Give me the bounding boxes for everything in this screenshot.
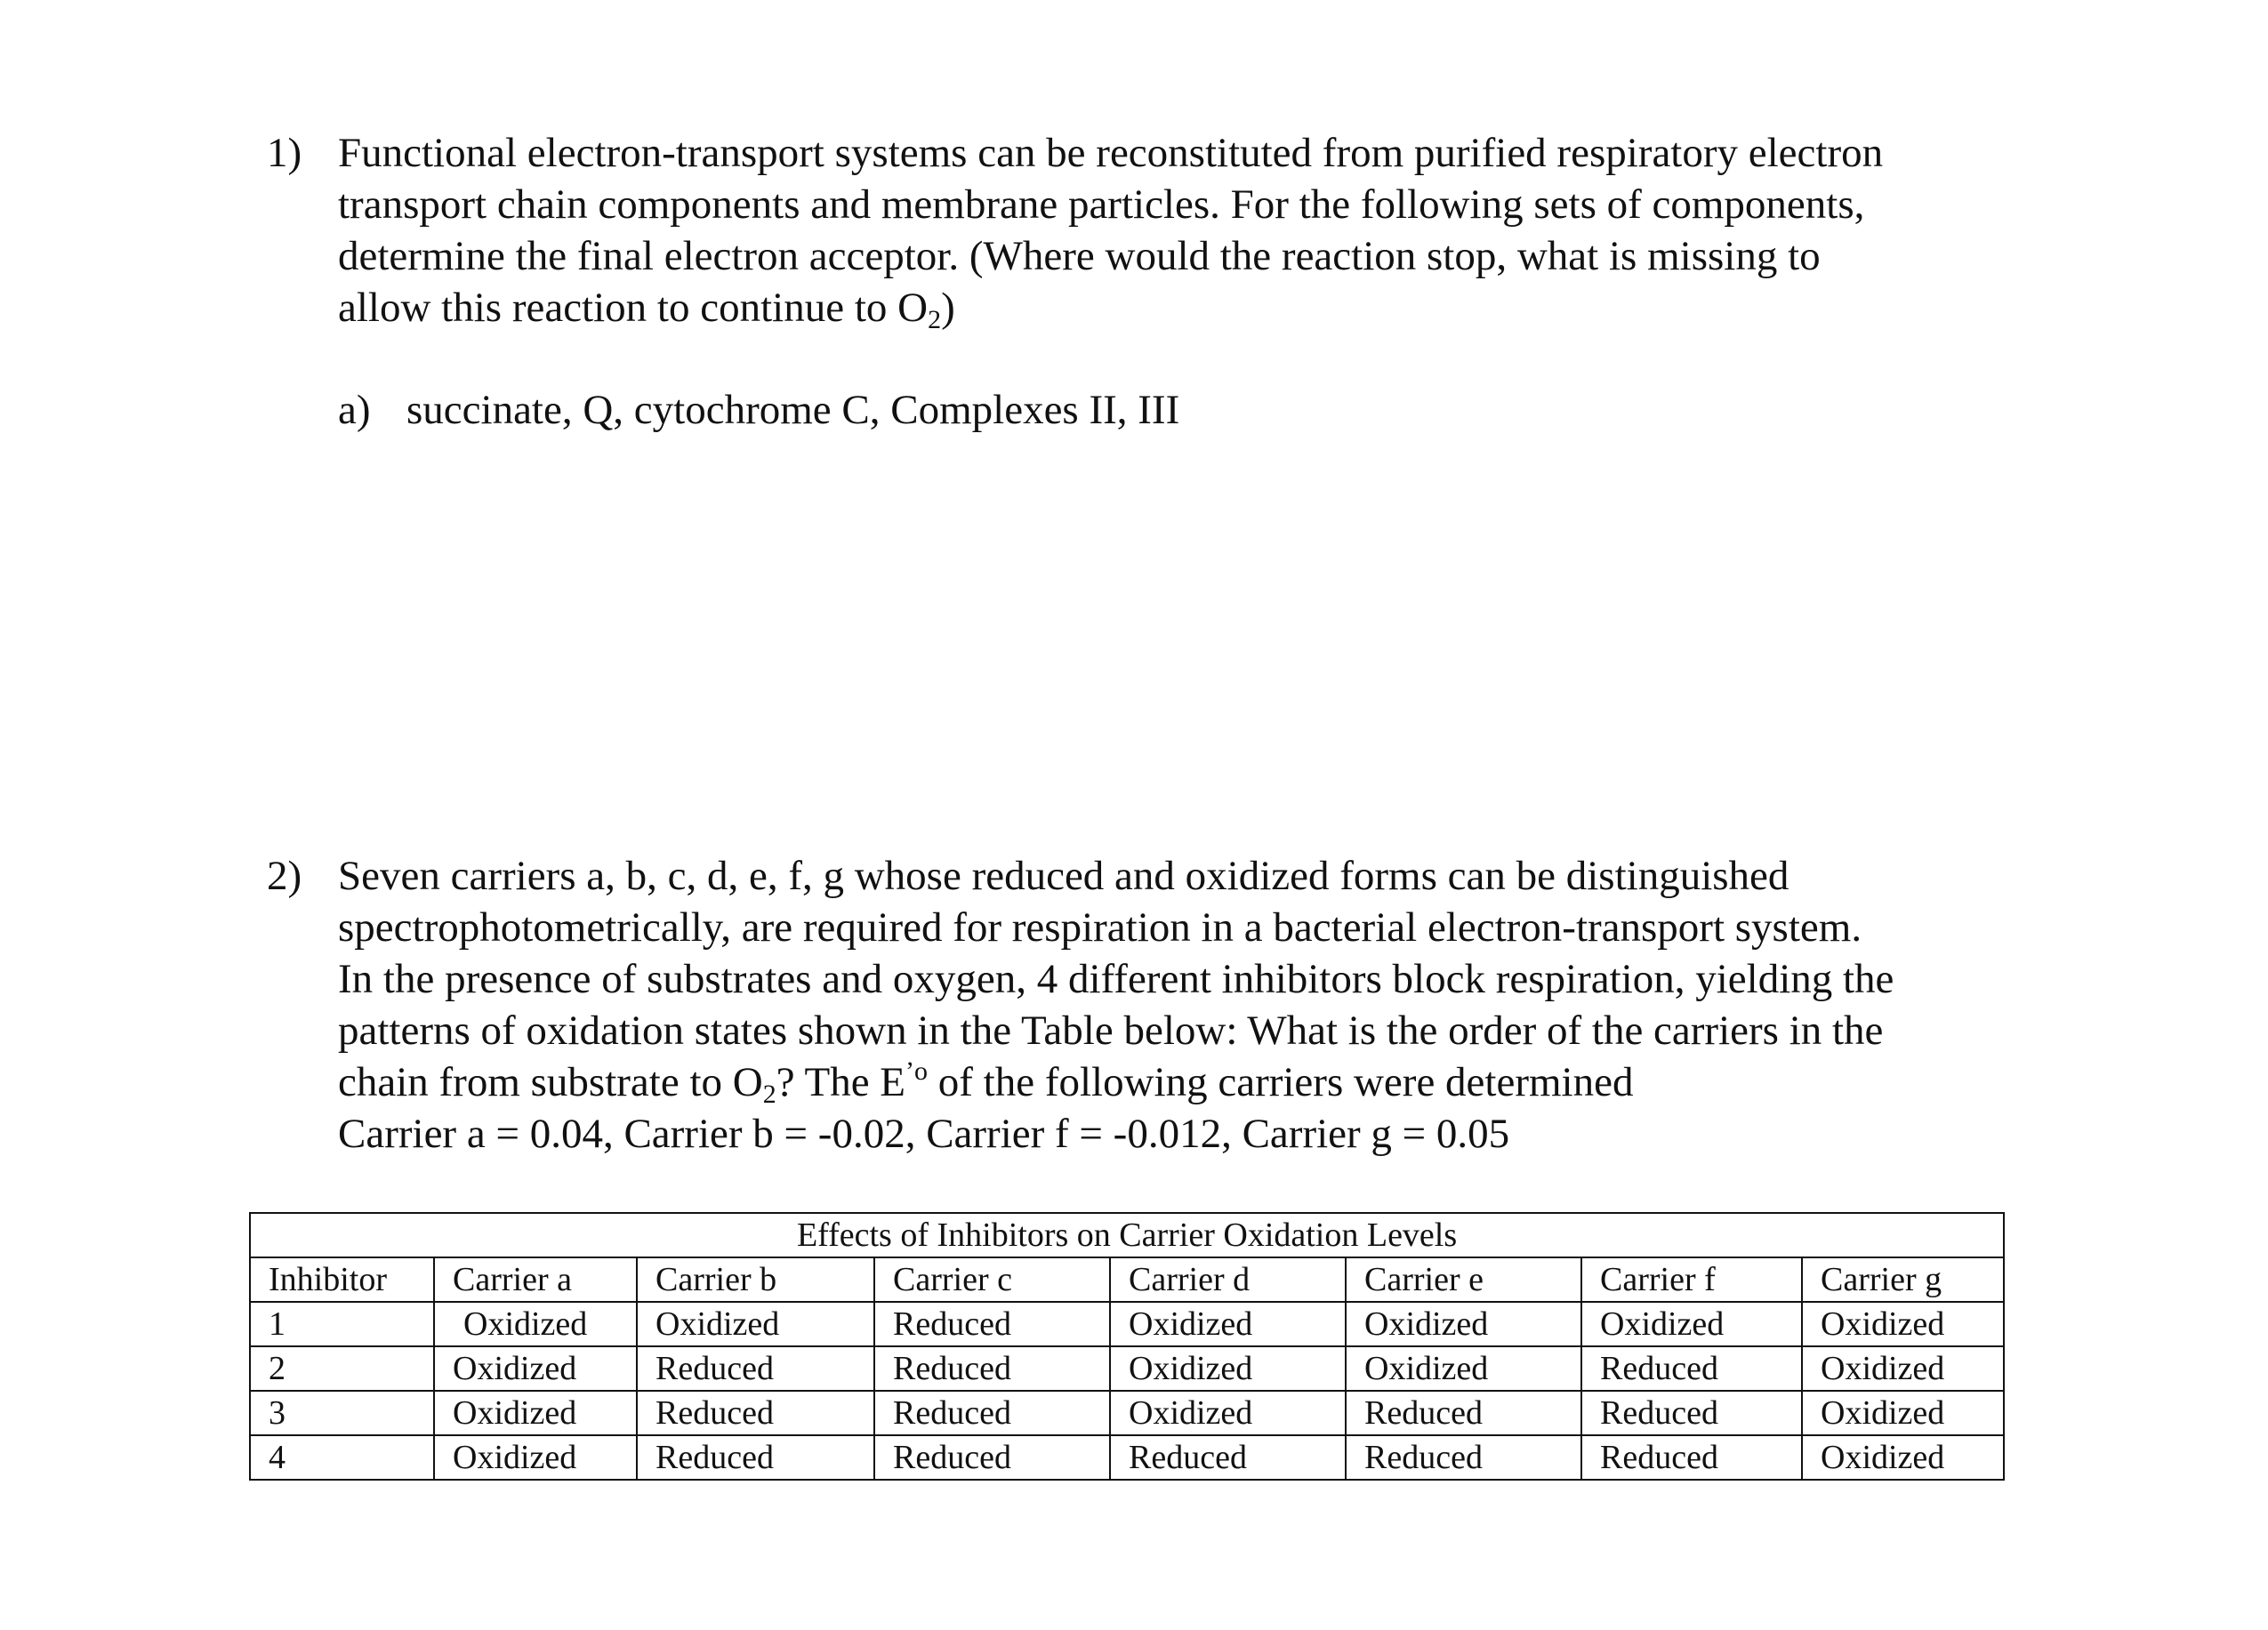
table-cell: Oxidized <box>1110 1346 1346 1391</box>
table-row <box>250 1302 2004 1346</box>
header-carrier-f: Carrier f <box>1581 1257 1802 1302</box>
table-row <box>250 1346 2004 1391</box>
o2-subscript: 2 <box>762 1080 776 1109</box>
question-2-line-6: Carrier a = 0.04, Carrier b = -0.02, Carrier f = -0.012, Carrier g = 0.05 <box>338 1111 1510 1157</box>
table-cell: Oxidized <box>1110 1302 1346 1346</box>
question-1-line-1: Functional electron-transport systems can be reconstituted from purified respiratory electron <box>338 130 1884 176</box>
table-cell: Reduced <box>1346 1435 1581 1480</box>
table-cell: Reduced <box>1346 1391 1581 1435</box>
question-2-text <box>338 850 2028 1160</box>
table-row <box>250 1435 2004 1480</box>
table-header-row <box>250 1257 2004 1302</box>
table-row <box>250 1391 2004 1435</box>
table-cell: Reduced <box>1581 1391 1802 1435</box>
table-cell: Reduced <box>1581 1346 1802 1391</box>
header-carrier-g: Carrier g <box>1802 1257 2004 1302</box>
header-carrier-b: Carrier b <box>637 1257 874 1302</box>
table-cell: Oxidized <box>1346 1302 1581 1346</box>
question-1-line-4 <box>338 282 2028 333</box>
table-cell: Reduced <box>1110 1435 1346 1480</box>
table-cell: Oxidized <box>1802 1391 2004 1435</box>
table-cell: 3 <box>250 1391 434 1435</box>
table-cell: 4 <box>250 1435 434 1480</box>
table-cell: Oxidized <box>434 1391 637 1435</box>
table-cell: Oxidized <box>1802 1435 2004 1480</box>
table-cell: Oxidized <box>434 1302 637 1346</box>
table-cell: Reduced <box>637 1435 874 1480</box>
table-cell: Oxidized <box>637 1302 874 1346</box>
header-carrier-e: Carrier e <box>1346 1257 1581 1302</box>
table-cell: Reduced <box>874 1346 1110 1391</box>
question-2-line-2: spectrophotometrically, are required for respiration in a bacterial electron-transport system. <box>338 904 1862 951</box>
table-cell: Oxidized <box>1802 1346 2004 1391</box>
table-cell: Oxidized <box>1110 1391 1346 1435</box>
table-cell: Oxidized <box>434 1435 637 1480</box>
header-carrier-d: Carrier d <box>1110 1257 1346 1302</box>
header-carrier-c: Carrier c <box>874 1257 1110 1302</box>
question-2-line-1: Seven carriers a, b, c, d, e, f, g whose reduced and oxidized forms can be distinguished <box>338 853 1789 899</box>
header-carrier-a: Carrier a <box>434 1257 637 1302</box>
question-2-line-5-suffix: of the following carriers were determined <box>928 1059 1634 1105</box>
table-caption: Effects of Inhibitors on Carrier Oxidation Levels <box>250 1213 2004 1257</box>
table-cell: 1 <box>250 1302 434 1346</box>
question-2-line-3: In the presence of substrates and oxygen, 4 different inhibitors block respiration, yielding the <box>338 956 1894 1002</box>
question-2-line-5-prefix: chain from substrate to O <box>338 1059 763 1105</box>
inhibitor-effects-table <box>249 1212 2005 1481</box>
part-a-label: a) <box>338 387 371 433</box>
table-cell: Reduced <box>874 1302 1110 1346</box>
header-inhibitor: Inhibitor <box>250 1257 434 1302</box>
part-a-text: succinate, Q, cytochrome C, Complexes II, III <box>406 387 1180 433</box>
question-2-number: 2) <box>267 853 302 899</box>
question-2 <box>267 850 2028 1160</box>
table-caption-row <box>250 1213 2004 1257</box>
question-1-line-4-suffix: ) <box>941 285 955 331</box>
table-cell: 2 <box>250 1346 434 1391</box>
question-1 <box>267 127 2028 333</box>
o2-subscript: 2 <box>928 305 942 334</box>
table-cell: Reduced <box>874 1435 1110 1480</box>
question-1-part-a <box>338 384 1179 436</box>
table-cell: Reduced <box>1581 1435 1802 1480</box>
table-cell: Oxidized <box>1581 1302 1802 1346</box>
table-cell: Reduced <box>637 1391 874 1435</box>
table-cell: Reduced <box>637 1346 874 1391</box>
question-2-line-5-mid: ? The E <box>776 1059 906 1105</box>
table-cell: Oxidized <box>1802 1302 2004 1346</box>
question-1-line-2: transport chain components and membrane particles. For the following sets of components, <box>338 181 1865 228</box>
table-cell: Oxidized <box>1346 1346 1581 1391</box>
question-1-line-4-prefix: allow this reaction to continue to O <box>338 285 929 331</box>
e-prime-superscript: ’o <box>905 1056 929 1086</box>
question-1-number: 1) <box>267 130 302 176</box>
question-2-line-4: patterns of oxidation states shown in the Table below: What is the order of the carriers in the <box>338 1008 1884 1054</box>
table-cell: Reduced <box>874 1391 1110 1435</box>
question-1-line-3: determine the final electron acceptor. (Where would the reaction stop, what is missing to <box>338 233 1821 279</box>
question-2-line-5 <box>338 1056 2028 1108</box>
question-1-text <box>338 127 2028 333</box>
table-cell: Oxidized <box>434 1346 637 1391</box>
